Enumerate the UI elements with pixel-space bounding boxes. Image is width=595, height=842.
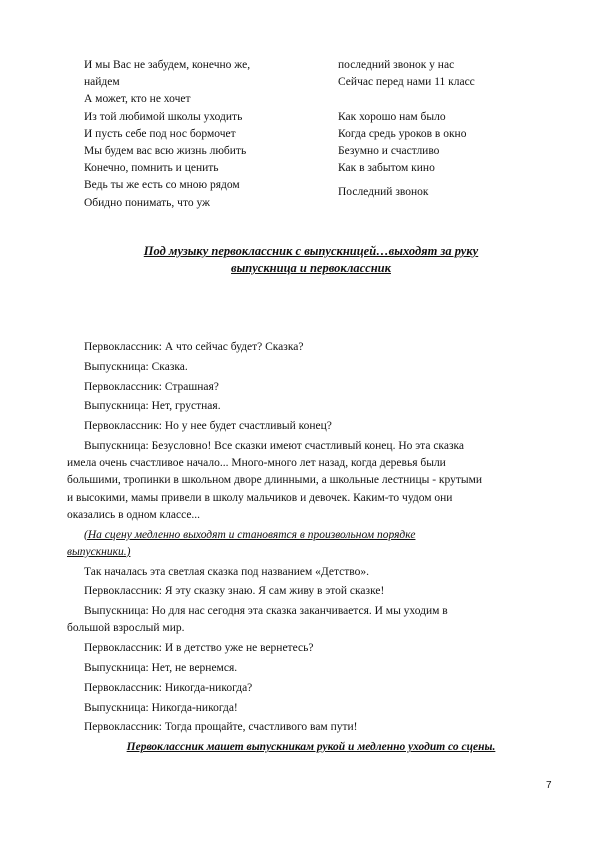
poem-line: найдем [84, 76, 120, 89]
dialog-line: Так началась эта светлая сказка под названием «Детство». [84, 565, 370, 578]
poem-line: последний звонок у нас [338, 59, 455, 71]
dialog-line: Первоклассник: Я эту сказку знаю. Я сам живу в этой сказке! [84, 585, 385, 598]
poem-line: И мы Вас не забудем, конечно же, [84, 59, 251, 71]
heading-line: Под музыку первоклассник с выпускницей…выходят за руку [143, 244, 479, 258]
poem-line: И пусть себе под нос бормочет [84, 127, 236, 140]
stage-direction [67, 527, 538, 561]
dialog-line [84, 339, 538, 356]
dialog-line: Первоклассник: Тогда прощайте, счастливого вам пути! [84, 721, 358, 734]
dialog-line: Выпускница: Сказка. [84, 360, 188, 373]
dialog-line: Первоклассник: Никогда-никогда? [84, 681, 253, 694]
stanza-gap [338, 177, 528, 184]
dialog-paragraph [67, 603, 538, 637]
paragraph-line: большой взрослый мир. [67, 622, 185, 635]
poem-line: Обидно понимать, что уж [84, 196, 211, 209]
poem-left-column [84, 57, 309, 212]
poem-right-column [338, 57, 528, 202]
paragraph-line: Выпускница: Безусловно! Все сказки имеют счастливый конец. Но эта сказка [84, 439, 465, 452]
poem-line: Последний звонок [338, 186, 429, 199]
paragraph-line: и высокими, мамы привели в школу мальчиков и девочек. Каким-то чудом они [67, 491, 453, 504]
poem-line: Мы будем вас всю жизнь любить [84, 145, 247, 158]
dialog-line: Выпускница: Нет, грустная. [84, 400, 221, 413]
stage-line: выпускники.) [67, 545, 131, 558]
dialog-line: Выпускница: Нет, не вернемся. [84, 661, 238, 674]
section-heading [84, 243, 538, 277]
stanza-gap [338, 91, 528, 108]
dialog-text: Первоклассник: А что сейчас будет? Сказка? [84, 341, 304, 353]
poem-line: Как в забытом кино [338, 162, 435, 175]
dialog-line: Выпускница: Никогда-никогда! [84, 701, 238, 714]
poem-line: Безумно и счастливо [338, 145, 440, 157]
dialog-line: Первоклассник: Страшная? [84, 380, 219, 393]
stage-line: (На сцену медленно выходят и становятся в произвольном порядке [84, 528, 416, 541]
paragraph-line: имела очень счастливое начало... Много-много лет назад, когда деревья были [67, 457, 446, 470]
poem-line: Из той любимой школы уходить [84, 110, 243, 123]
poem-line: Сейчас перед нами 11 класс [338, 76, 475, 89]
heading-line: выпускница и первоклассник [231, 261, 391, 275]
poem-line: Как хорошо нам было [338, 110, 446, 123]
poem-line: Когда средь уроков в окно [338, 127, 467, 140]
page-number: 7 [546, 780, 552, 791]
paragraph-line: большими, тропинки в школьном дворе длинными, а школьные лестницы - крутыми [67, 474, 483, 487]
dialog-paragraph [67, 438, 538, 524]
dialog-line: Первоклассник: И в детство уже не вернетесь? [84, 642, 314, 655]
poem-line: Ведь ты же есть со мною рядом [84, 179, 240, 192]
poem-line: Конечно, помнить и ценить [84, 162, 219, 175]
dialog-line: Первоклассник: Но у нее будет счастливый конец? [84, 420, 332, 433]
paragraph-line: оказались в одном классе... [67, 508, 201, 521]
dialog-body [67, 339, 538, 759]
poem-line: А может, кто не хочет [84, 93, 191, 106]
paragraph-line: Выпускница: Но для нас сегодня эта сказка заканчивается. И мы уходим в [84, 605, 448, 618]
closing-stage-direction: Первоклассник машет выпускникам рукой и медленно уходит со сцены. [126, 741, 496, 754]
